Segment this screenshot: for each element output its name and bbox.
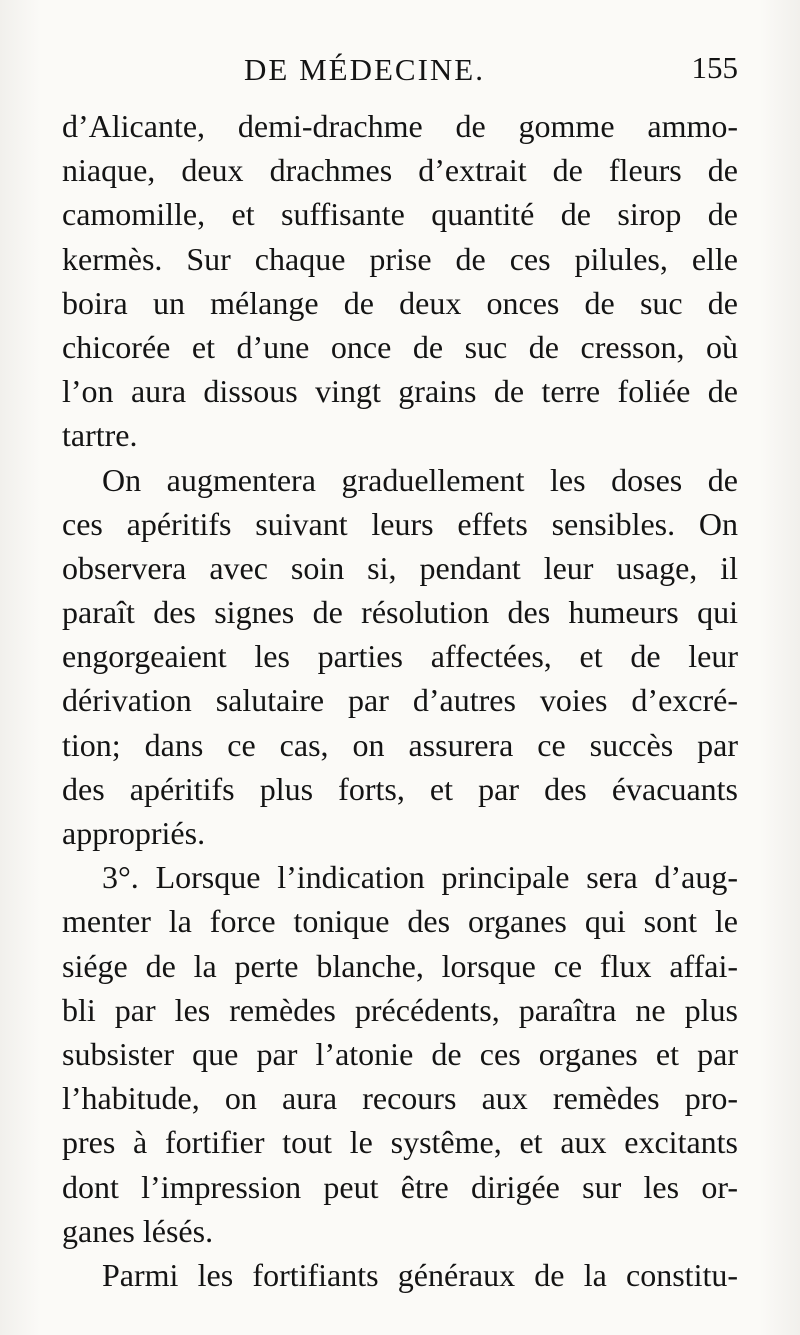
text-line: d’Alicante, demi-drachme de gomme ammo- [62,108,738,144]
text-line: engorgeaient les parties affectées, et de leur [62,638,738,675]
text-line: tartre. [62,417,138,454]
text-line: bli par les remèdes précédents, paraîtra ne plus [62,991,738,1028]
page-number: 155 [691,50,738,85]
text-line: siége de la perte blanche, lorsque ce flux affai- [62,947,738,984]
text-line: observera avec soin si, pendant leur usage, il [62,549,738,586]
paragraph [62,855,738,1253]
text-line: l’on aura dissous vingt grains de terre foliée de [62,373,738,410]
text-line: camomille, et suffisante quantité de sirop de [62,196,738,233]
running-title: DE MÉDECINE. [244,52,485,87]
text-line: ces apéritifs suivant leurs effets sensibles. On [62,505,738,542]
text-line: appropriés. [62,815,206,851]
paragraph [62,1253,738,1297]
text-line: paraît des signes de résolution des humeurs qui [62,594,738,631]
text-line: dont l’impression peut être dirigée sur les or- [62,1168,738,1205]
text-line: On augmentera graduellement les doses de [102,461,738,498]
text-line: dérivation salutaire par d’autres voies d’excré- [62,682,738,719]
text-line: Parmi les fortifiants généraux de la constitu- [102,1256,738,1293]
text-line: tion; dans ce cas, on assurera ce succès par [62,726,738,763]
text-line: pres à fortifier tout le systême, et aux excitants [62,1124,738,1161]
text-line: des apéritifs plus forts, et par des évacuants [62,770,738,807]
body-text [62,104,738,1297]
text-line: subsister que par l’atonie de ces organes et par [62,1035,738,1072]
text-line: niaque, deux drachmes d’extrait de fleurs de [62,152,738,189]
running-head [62,48,738,96]
text-line: menter la force tonique des organes qui sont le [62,903,738,940]
paragraph [62,104,738,458]
text-line: 3°. Lorsque l’indication principale sera d’aug- [102,859,738,896]
paragraph [62,458,738,856]
text-line: ganes lésés. [62,1212,214,1249]
text-line: boira un mélange de deux onces de suc de [62,284,738,321]
text-line: l’habitude, on aura recours aux remèdes pro- [62,1080,738,1117]
text-line: kermès. Sur chaque prise de ces pilules, elle [62,240,738,277]
text-line: chicorée et d’une once de suc de cresson, où [62,328,738,365]
